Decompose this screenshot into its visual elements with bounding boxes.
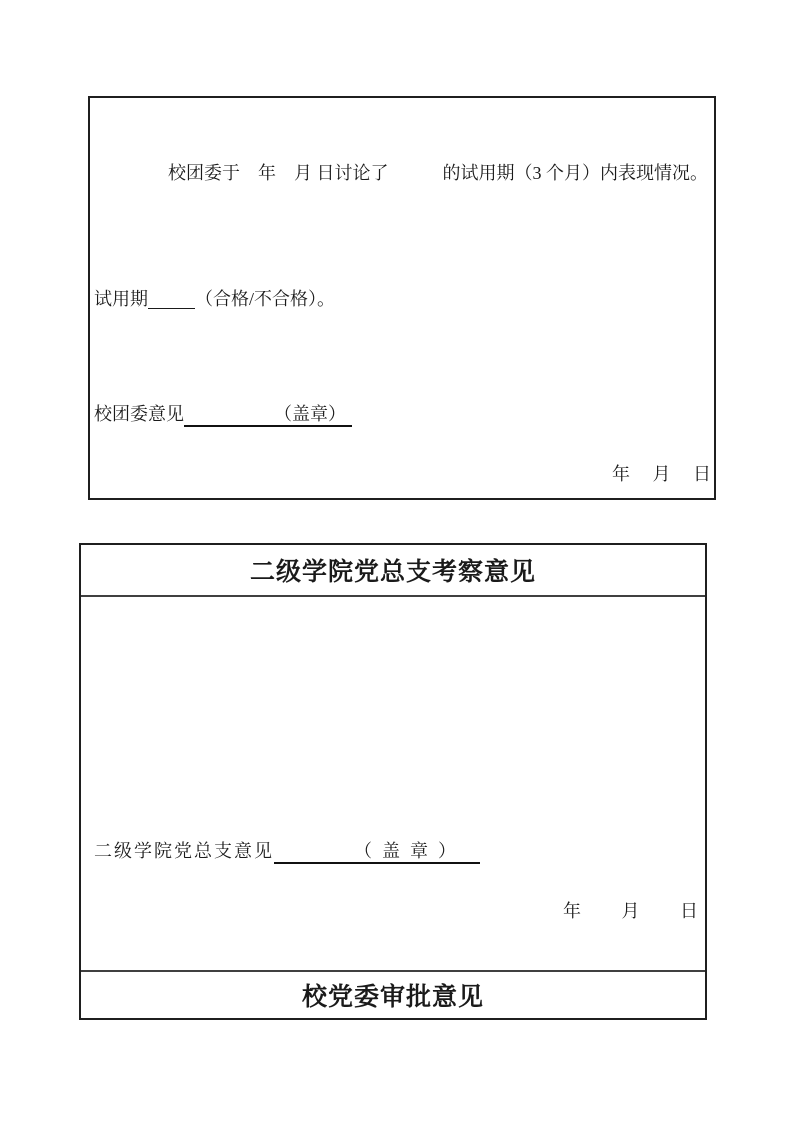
party-branch-seal-underline xyxy=(274,841,480,864)
underline-tail xyxy=(346,419,352,420)
opinion-blank xyxy=(184,419,274,420)
intro-sentence: 校团委于 年 月 日讨论了 的试用期（3 个月）内表现情况。 xyxy=(168,163,708,183)
youth-league-opinion-line xyxy=(94,402,352,427)
youth-league-opinion-label: 校团委意见 xyxy=(94,404,184,424)
party-branch-review-section xyxy=(79,543,707,1020)
party-branch-header: 二级学院党总支考察意见 xyxy=(81,545,705,597)
party-branch-opinion-label: 二级学院党总支意见 xyxy=(94,841,274,861)
seal-label: （盖章） xyxy=(274,404,346,424)
trial-period-blank xyxy=(148,288,195,309)
date-line: 年 月 日 xyxy=(563,901,698,921)
trial-period-options: （合格/不合格）。 xyxy=(195,289,336,309)
trial-period-line xyxy=(94,287,335,312)
party-branch-opinion-line xyxy=(94,839,480,864)
party-branch-body xyxy=(81,597,705,970)
seal-label: （盖章） xyxy=(354,841,466,861)
underline-tail xyxy=(466,856,480,857)
trial-period-label: 试用期 xyxy=(94,289,148,309)
youth-league-seal-underline xyxy=(184,404,352,427)
school-party-committee-header: 校党委审批意见 xyxy=(81,970,705,1018)
opinion-blank xyxy=(274,856,354,857)
date-line: 年 月 日 xyxy=(612,464,711,484)
youth-league-review-section xyxy=(88,96,716,500)
